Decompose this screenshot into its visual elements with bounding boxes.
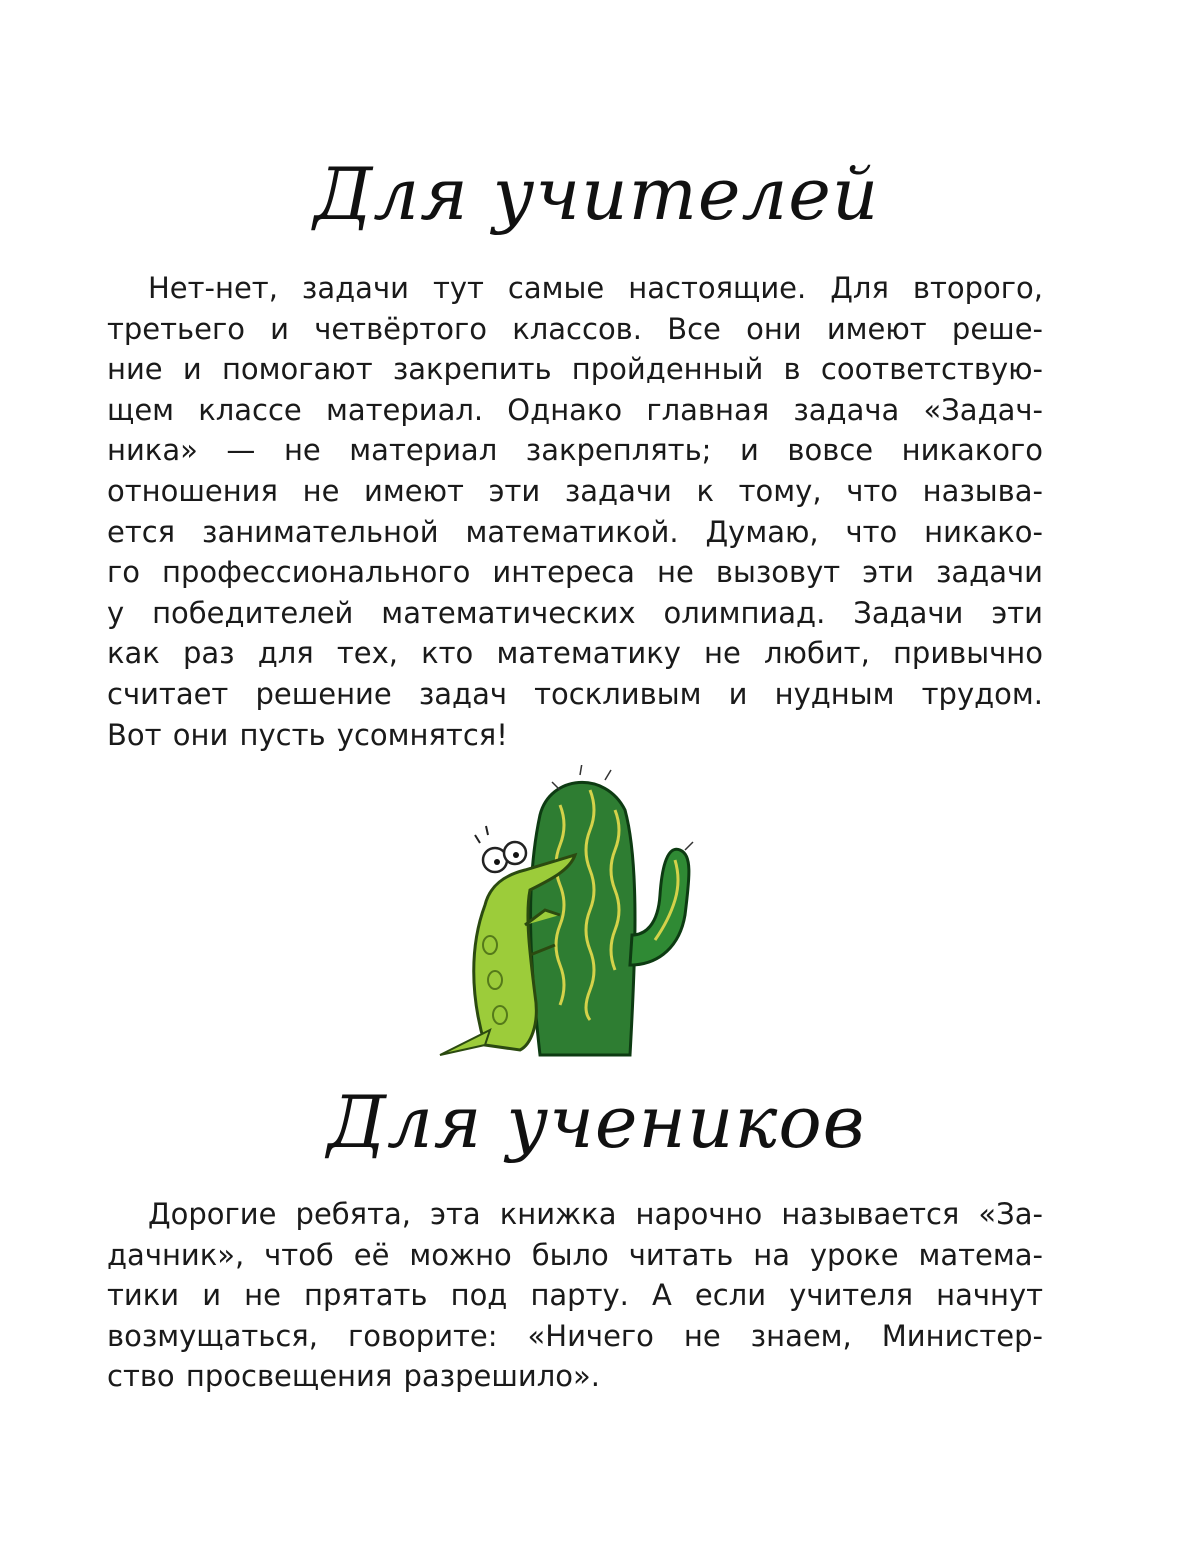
text-line: ника» — не материал закреплять; и вовсе никакого — [107, 433, 1043, 468]
text-line: ется занимательной математикой. Думаю, что никако- — [107, 514, 1043, 549]
cactus-icon — [531, 765, 693, 1055]
teachers-paragraph — [107, 268, 1043, 755]
text-line: Дорогие ребята, эта книжка нарочно называется «За- — [148, 1197, 1043, 1231]
text-line: дачник», чтоб её можно было читать на уроке матема- — [107, 1237, 1043, 1272]
lizard-cactus-illustration — [430, 765, 720, 1065]
text-line: ние и помогают закрепить пройденный в соответствую- — [107, 352, 1043, 387]
text-line: как раз для тех, кто математику не любит, привычно — [107, 636, 1043, 671]
text-line: считает решение задач тоскливым и нудным трудом. — [107, 676, 1043, 711]
students-heading: Для учеников — [327, 1080, 866, 1164]
text-line: щем классе материал. Однако главная задача «Задач- — [107, 392, 1043, 427]
text-line: Вот они пусть усомнятся! — [107, 717, 508, 752]
text-line: возмущаться, говорите: «Ничего не знаем, Министер- — [107, 1318, 1043, 1353]
text-line: го профессионального интереса не вызовут эти задачи — [107, 555, 1043, 590]
text-line: тики и не прятать под парту. А если учителя начнут — [107, 1278, 1043, 1313]
text-line: отношения не имеют эти задачи к тому, что называ- — [107, 473, 1043, 508]
text-line: ство просвещения разрешило». — [107, 1359, 600, 1394]
students-paragraph — [107, 1194, 1043, 1397]
text-line: у победителей математических олимпиад. Задачи эти — [107, 595, 1043, 630]
text-line: Нет-нет, задачи тут самые настоящие. Для второго, — [148, 271, 1043, 305]
teachers-heading: Для учителей — [313, 152, 880, 236]
text-line: третьего и четвёртого классов. Все они имеют реше- — [107, 311, 1043, 346]
